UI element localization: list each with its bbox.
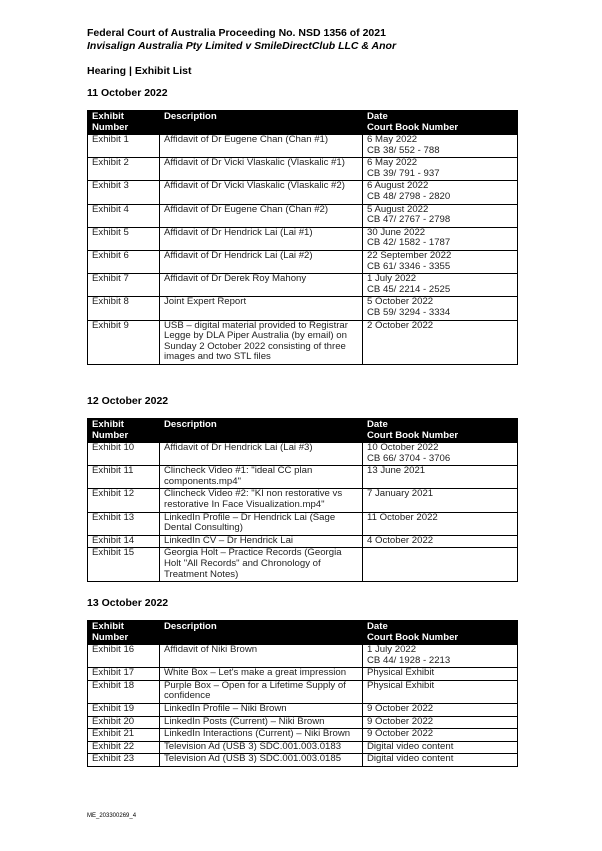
date-cell: [363, 535, 518, 548]
date-cell: [363, 227, 518, 250]
date-cell: [363, 703, 518, 716]
exhibit-number-cell: Exhibit 19: [88, 703, 160, 716]
table-header-row: [88, 621, 518, 645]
date-cell: [363, 489, 518, 512]
date-value: 6 August 2022: [367, 180, 429, 192]
exhibit-number-cell: Exhibit 4: [88, 204, 160, 227]
description-cell: LinkedIn Profile – Niki Brown: [160, 703, 363, 716]
date-value: 10 October 2022: [367, 442, 439, 453]
table-row: [88, 158, 518, 181]
description-cell: LinkedIn Interactions (Current) – Niki Brown: [160, 729, 363, 742]
exhibit-number-cell: Exhibit 2: [88, 158, 160, 181]
table-header-row: [88, 111, 518, 135]
exhibit-number-cell: Exhibit 12: [88, 489, 160, 512]
proceeding-title: Federal Court of Australia Proceeding No. NSD 1356 of 2021: [87, 27, 386, 39]
date-header: Date Court Book Number: [363, 621, 518, 645]
table-row: [88, 320, 518, 364]
exhibit-number-header: Exhibit Number: [88, 111, 160, 135]
section-date: 11 October 2022: [87, 87, 168, 99]
exhibit-number-cell: Exhibit 8: [88, 297, 160, 320]
date-header: Date Court Book Number: [363, 419, 518, 443]
date-header: Date Court Book Number: [363, 111, 518, 135]
description-header: Description: [160, 621, 363, 645]
exhibit-number-cell: Exhibit 7: [88, 274, 160, 297]
exhibit-number-cell: Exhibit 1: [88, 135, 160, 158]
document-subtitle: Hearing | Exhibit List: [87, 65, 192, 77]
section-date: 13 October 2022: [87, 597, 169, 609]
description-cell: Georgia Holt – Practice Records (Georgia Holt "All Records" and Chronology of Treatment Notes): [160, 548, 363, 582]
description-cell: Affidavit of Dr Hendrick Lai (Lai #2): [160, 250, 363, 273]
date-value: 5 August 2022: [367, 203, 429, 215]
date-value: 30 June 2022: [367, 226, 426, 238]
date-cell: [363, 668, 518, 681]
court-book-number: CB 48/ 2798 - 2820: [367, 190, 451, 202]
table-header-row: [88, 419, 518, 443]
table-row: [88, 680, 518, 703]
description-cell: Television Ad (USB 3) SDC.001.003.0183: [160, 741, 363, 754]
exhibit-number-cell: Exhibit 3: [88, 181, 160, 204]
description-cell: Clincheck Video #2: "KI non restorative vs restorative In Face Visualization.mp4": [160, 489, 363, 512]
court-book-number: CB 45/ 2214 - 2525: [367, 283, 451, 295]
table-row: [88, 227, 518, 250]
case-name: Invisalign Australia Pty Limited v SmileDirectClub LLC & Anor: [87, 40, 397, 52]
exhibit-number-cell: Exhibit 21: [88, 729, 160, 742]
description-cell: Joint Expert Report: [160, 297, 363, 320]
date-cell: [363, 297, 518, 320]
court-book-number: CB 66/ 3704 - 3706: [367, 452, 451, 464]
exhibit-number-cell: Exhibit 6: [88, 250, 160, 273]
court-book-number: CB 39/ 791 - 937: [367, 167, 440, 179]
exhibit-number-cell: Exhibit 10: [88, 443, 160, 466]
date-value: 1 July 2022: [367, 273, 417, 285]
date-value: 7 January 2021: [367, 488, 434, 500]
date-cell: [363, 548, 518, 582]
date-cell: [363, 181, 518, 204]
description-header: Description: [160, 419, 363, 443]
table-row: [88, 204, 518, 227]
date-cell: [363, 754, 518, 767]
description-cell: LinkedIn CV – Dr Hendrick Lai: [160, 535, 363, 548]
exhibit-number-header: Exhibit Number: [88, 419, 160, 443]
court-book-number: CB 61/ 3346 - 3355: [367, 260, 451, 272]
description-cell: LinkedIn Profile – Dr Hendrick Lai (Sage Dental Consulting): [160, 512, 363, 535]
exhibit-number-cell: Exhibit 15: [88, 548, 160, 582]
exhibit-number-cell: Exhibit 16: [88, 645, 160, 668]
description-cell: LinkedIn Posts (Current) – Niki Brown: [160, 716, 363, 729]
date-cell: [363, 320, 518, 364]
date-value: 2 October 2022: [367, 319, 434, 331]
table-row: [88, 512, 518, 535]
court-book-number: CB 44/ 1928 - 2213: [367, 654, 451, 666]
date-cell: [363, 466, 518, 489]
table-row: [88, 741, 518, 754]
table-row: [88, 716, 518, 729]
exhibit-number-cell: Exhibit 17: [88, 668, 160, 681]
date-cell: [363, 274, 518, 297]
date-value: 22 September 2022: [367, 249, 452, 261]
description-cell: Affidavit of Dr Hendrick Lai (Lai #1): [160, 227, 363, 250]
table-row: [88, 489, 518, 512]
date-cell: [363, 158, 518, 181]
date-cell: [363, 716, 518, 729]
table-row: [88, 135, 518, 158]
date-cell: [363, 741, 518, 754]
date-value: 6 May 2022: [367, 157, 418, 169]
description-header: Description: [160, 111, 363, 135]
date-value: Physical Exhibit: [367, 667, 435, 679]
description-cell: USB – digital material provided to Registrar Legge by DLA Piper Australia (by email) on Sunday 2 October 2022 consisting of three images and two STL files: [160, 320, 363, 364]
exhibit-table: [87, 620, 518, 767]
table-row: [88, 250, 518, 273]
court-book-number: CB 47/ 2767 - 2798: [367, 214, 451, 226]
table-row: [88, 181, 518, 204]
table-row: [88, 703, 518, 716]
table-row: [88, 754, 518, 767]
date-cell: [363, 729, 518, 742]
table-row: [88, 548, 518, 582]
description-cell: Affidavit of Dr Hendrick Lai (Lai #3): [160, 443, 363, 466]
court-book-number: CB 38/ 552 - 788: [367, 144, 440, 156]
date-value: 6 May 2022: [367, 134, 418, 145]
date-cell: [363, 204, 518, 227]
date-value: Digital video content: [367, 740, 454, 752]
date-value: 1 July 2022: [367, 644, 417, 655]
table-row: [88, 297, 518, 320]
date-value: 5 October 2022: [367, 296, 434, 308]
exhibit-number-cell: Exhibit 14: [88, 535, 160, 548]
date-cell: [363, 512, 518, 535]
description-cell: Affidavit of Dr Vicki Vlaskalic (Vlaskalic #1): [160, 158, 363, 181]
exhibit-table: [87, 418, 518, 582]
table-row: [88, 729, 518, 742]
date-value: Digital video content: [367, 753, 454, 765]
description-cell: Affidavit of Dr Derek Roy Mahony: [160, 274, 363, 297]
description-cell: Affidavit of Niki Brown: [160, 645, 363, 668]
table-row: [88, 645, 518, 668]
table-row: [88, 668, 518, 681]
exhibit-number-cell: Exhibit 11: [88, 466, 160, 489]
exhibit-number-header: Exhibit Number: [88, 621, 160, 645]
exhibit-table: [87, 110, 518, 365]
exhibit-number-cell: Exhibit 13: [88, 512, 160, 535]
date-cell: [363, 250, 518, 273]
exhibit-number-cell: Exhibit 18: [88, 680, 160, 703]
date-value: 11 October 2022: [367, 511, 438, 523]
date-cell: [363, 135, 518, 158]
description-cell: Affidavit of Dr Eugene Chan (Chan #1): [160, 135, 363, 158]
date-value: 13 June 2021: [367, 465, 426, 477]
date-value: 9 October 2022: [367, 715, 434, 727]
exhibit-number-cell: Exhibit 9: [88, 320, 160, 364]
description-cell: Affidavit of Dr Eugene Chan (Chan #2): [160, 204, 363, 227]
document-reference: ME_203300269_4: [87, 813, 137, 819]
table-row: [88, 443, 518, 466]
table-row: [88, 274, 518, 297]
date-cell: [363, 645, 518, 668]
date-value: Physical Exhibit: [367, 679, 435, 691]
description-cell: White Box – Let's make a great impression: [160, 668, 363, 681]
court-book-number: CB 42/ 1582 - 1787: [367, 237, 451, 249]
date-value: 9 October 2022: [367, 728, 434, 740]
date-value: 4 October 2022: [367, 534, 434, 546]
section-date: 12 October 2022: [87, 395, 169, 407]
table-row: [88, 535, 518, 548]
description-cell: Television Ad (USB 3) SDC.001.003.0185: [160, 754, 363, 767]
court-book-number: CB 59/ 3294 - 3334: [367, 306, 451, 318]
exhibit-number-cell: Exhibit 5: [88, 227, 160, 250]
date-cell: [363, 443, 518, 466]
description-cell: Purple Box – Open for a Lifetime Supply of confidence: [160, 680, 363, 703]
table-row: [88, 466, 518, 489]
description-cell: Clincheck Video #1: "ideal CC plan components.mp4": [160, 466, 363, 489]
exhibit-number-cell: Exhibit 23: [88, 754, 160, 767]
date-cell: [363, 680, 518, 703]
date-value: 9 October 2022: [367, 702, 434, 714]
exhibit-number-cell: Exhibit 22: [88, 741, 160, 754]
exhibit-number-cell: Exhibit 20: [88, 716, 160, 729]
description-cell: Affidavit of Dr Vicki Vlaskalic (Vlaskalic #2): [160, 181, 363, 204]
